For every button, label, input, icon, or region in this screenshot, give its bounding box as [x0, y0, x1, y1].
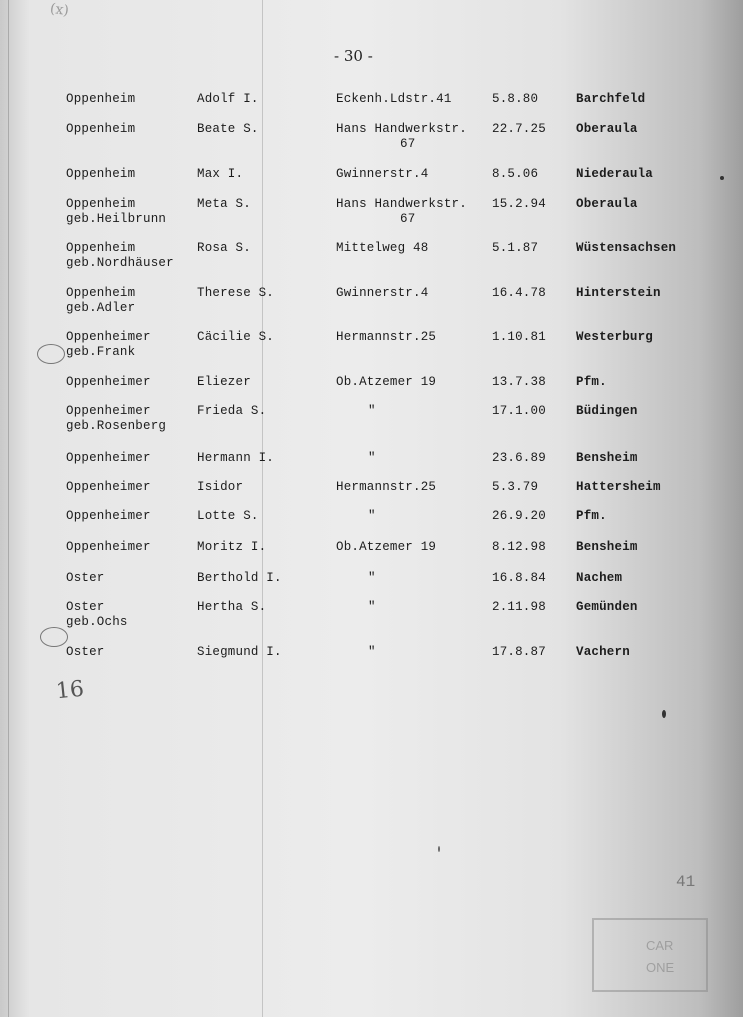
birth-date: 17.1.00	[492, 404, 546, 418]
surname: Oster	[66, 571, 105, 585]
surname-cell	[66, 330, 151, 360]
surname-cell	[66, 404, 166, 434]
address: Mittelweg 48	[336, 241, 429, 255]
given-name: Eliezer	[197, 375, 251, 389]
birth-place: Hinterstein	[576, 286, 661, 300]
birth-place: Hattersheim	[576, 480, 661, 494]
birth-date: 26.9.20	[492, 509, 546, 523]
address: Eckenh.Ldstr.41	[336, 92, 452, 106]
record-row	[0, 286, 743, 322]
address-cell	[336, 197, 467, 227]
surname-cell	[66, 197, 166, 227]
given-name: Max I.	[197, 167, 244, 181]
address-cell	[336, 540, 436, 555]
birth-date: 15.2.94	[492, 197, 546, 211]
birth-place: Vachern	[576, 645, 630, 659]
surname: Oppenheim	[66, 122, 136, 136]
record-row	[0, 122, 743, 158]
address: Hans Handwerkstr.	[336, 197, 467, 211]
surname: Oster	[66, 645, 105, 659]
birth-place: Pfm.	[576, 375, 607, 389]
record-row	[0, 197, 743, 233]
margin-note: 16	[54, 676, 86, 705]
birth-place: Barchfeld	[576, 92, 646, 106]
maiden-name: geb.Frank	[66, 345, 136, 359]
address: Ob.Atzemer 19	[336, 540, 437, 554]
surname: Oppenheimer	[66, 540, 151, 554]
maiden-name: geb.Rosenberg	[66, 419, 167, 433]
address: "	[368, 451, 376, 465]
record-row	[0, 330, 743, 366]
address-cell	[336, 600, 376, 615]
birth-date: 22.7.25	[492, 122, 546, 136]
given-name: Meta S.	[197, 197, 251, 211]
address-cell	[336, 286, 428, 301]
surname: Oppenheim	[66, 197, 136, 211]
address: "	[368, 645, 376, 659]
birth-place: Pfm.	[576, 509, 607, 523]
birth-date: 16.4.78	[492, 286, 546, 300]
birth-date: 16.8.84	[492, 571, 546, 585]
birth-place: Oberaula	[576, 122, 638, 136]
address-cell	[336, 241, 428, 256]
birth-place: Bensheim	[576, 540, 638, 554]
address-cell	[336, 451, 376, 466]
surname-cell	[66, 167, 135, 182]
address: "	[368, 571, 376, 585]
birth-date: 5.3.79	[492, 480, 539, 494]
birth-date: 1.10.81	[492, 330, 546, 344]
surname: Oppenheim	[66, 92, 136, 106]
address-cell	[336, 404, 376, 419]
given-name: Adolf I.	[197, 92, 259, 106]
birth-date: 5.8.80	[492, 92, 539, 106]
surname-cell	[66, 540, 151, 555]
given-name: Isidor	[197, 480, 244, 494]
given-name: Moritz I.	[197, 540, 267, 554]
address-cell	[336, 509, 376, 524]
birth-place: Westerburg	[576, 330, 654, 344]
ink-speck	[720, 176, 724, 180]
surname-cell	[66, 241, 174, 271]
punch-hole-mark	[40, 627, 68, 647]
given-name: Hertha S.	[197, 600, 267, 614]
birth-place: Oberaula	[576, 197, 638, 211]
surname-cell	[66, 509, 151, 524]
address-cell	[336, 480, 436, 495]
ink-speck	[438, 846, 440, 852]
address: Hans Handwerkstr.	[336, 122, 467, 136]
address: Ob.Atzemer 19	[336, 375, 437, 389]
birth-place: Wüstensachsen	[576, 241, 677, 255]
surname: Oppenheim	[66, 241, 136, 255]
given-name: Frieda S.	[197, 404, 267, 418]
surname-cell	[66, 600, 128, 630]
maiden-name: geb.Nordhäuser	[66, 256, 174, 270]
given-name: Therese S.	[197, 286, 275, 300]
given-name: Cäcilie S.	[197, 330, 275, 344]
birth-date: 23.6.89	[492, 451, 546, 465]
surname-cell	[66, 571, 105, 586]
birth-place: Büdingen	[576, 404, 638, 418]
address: Hermannstr.25	[336, 330, 437, 344]
record-row	[0, 404, 743, 440]
address-cell	[336, 167, 428, 182]
surname-cell	[66, 645, 105, 660]
surname-cell	[66, 286, 135, 316]
address-cell	[336, 122, 467, 152]
maiden-name: geb.Heilbrunn	[66, 212, 167, 226]
surname: Oppenheimer	[66, 509, 151, 523]
surname-cell	[66, 122, 135, 137]
page-number: - 30 -	[334, 47, 373, 65]
address: Gwinnerstr.4	[336, 286, 429, 300]
birth-place: Bensheim	[576, 451, 638, 465]
address-number: 67	[400, 137, 416, 151]
birth-place: Gemünden	[576, 600, 638, 614]
address-number: 67	[400, 212, 416, 226]
surname: Oppenheim	[66, 286, 136, 300]
record-row	[0, 645, 743, 681]
surname: Oppenheimer	[66, 451, 151, 465]
address: Hermannstr.25	[336, 480, 437, 494]
address-cell	[336, 92, 452, 107]
surname-cell	[66, 375, 151, 390]
given-name: Siegmund I.	[197, 645, 282, 659]
maiden-name: geb.Ochs	[66, 615, 128, 629]
surname: Oster	[66, 600, 105, 614]
surname: Oppenheimer	[66, 480, 151, 494]
ink-speck	[662, 710, 666, 718]
given-name: Lotte S.	[197, 509, 259, 523]
surname: Oppenheim	[66, 167, 136, 181]
surname-cell	[66, 480, 151, 495]
punch-hole-mark	[37, 344, 65, 364]
maiden-name: geb.Adler	[66, 301, 136, 315]
address-cell	[336, 645, 376, 660]
address: "	[368, 600, 376, 614]
surname: Oppenheimer	[66, 375, 151, 389]
address: "	[368, 509, 376, 523]
birth-date: 8.12.98	[492, 540, 546, 554]
surname-cell	[66, 451, 151, 466]
birth-date: 17.8.87	[492, 645, 546, 659]
address-cell	[336, 571, 376, 586]
archive-stamp	[592, 918, 708, 992]
record-row	[0, 600, 743, 636]
address: Gwinnerstr.4	[336, 167, 429, 181]
birth-place: Niederaula	[576, 167, 654, 181]
stamp-line: CAR	[646, 938, 674, 953]
birth-date: 13.7.38	[492, 375, 546, 389]
address-cell	[336, 375, 436, 390]
birth-date: 8.5.06	[492, 167, 539, 181]
surname: Oppenheimer	[66, 404, 151, 418]
record-row	[0, 241, 743, 277]
given-name: Berthold I.	[197, 571, 282, 585]
surname-cell	[66, 92, 135, 107]
birth-date: 5.1.87	[492, 241, 539, 255]
given-name: Hermann I.	[197, 451, 275, 465]
address: "	[368, 404, 376, 418]
surname: Oppenheimer	[66, 330, 151, 344]
stamp-number: 41	[676, 873, 696, 891]
birth-date: 2.11.98	[492, 600, 546, 614]
given-name: Beate S.	[197, 122, 259, 136]
corner-mark: (x)	[48, 0, 70, 20]
birth-place: Nachem	[576, 571, 623, 585]
stamp-line: ONE	[646, 960, 675, 975]
given-name: Rosa S.	[197, 241, 251, 255]
address-cell	[336, 330, 436, 345]
